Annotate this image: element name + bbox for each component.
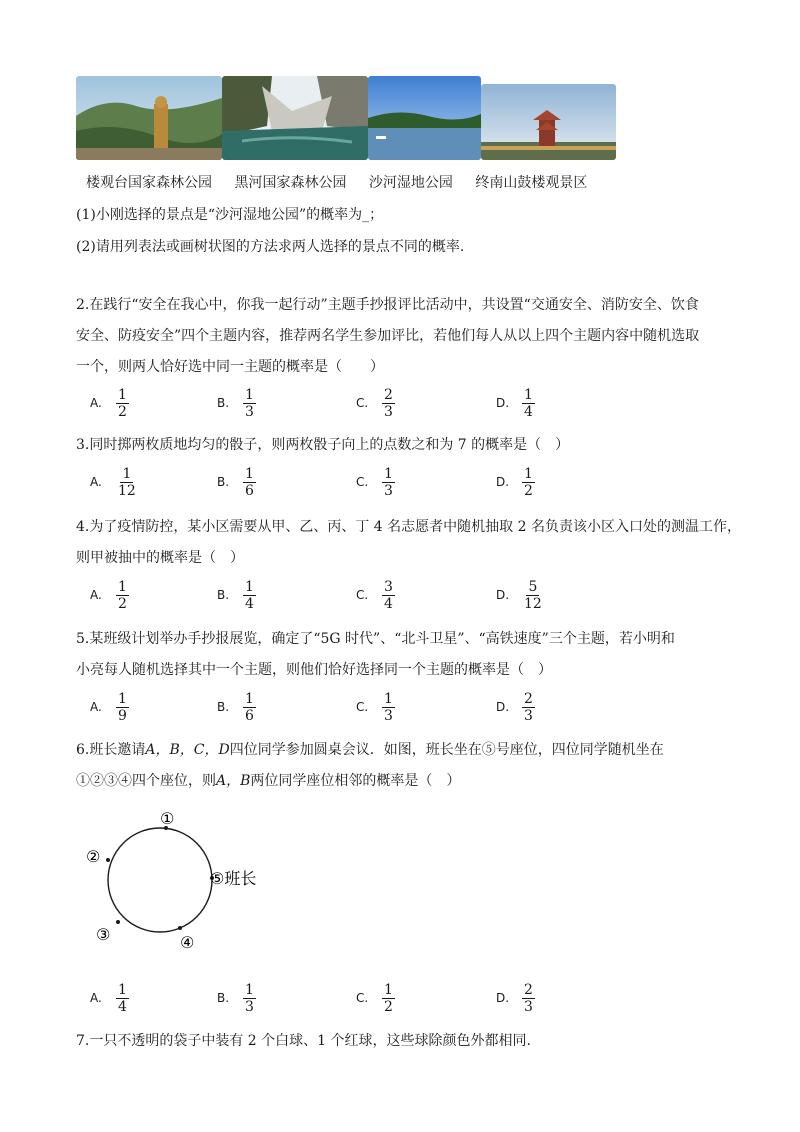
fraction: $\frac{1}{2}$ xyxy=(384,981,393,1015)
q3-line1: 3.同时掷两枚质地均匀的骰子，则两枚骰子向上的点数之和为 7 的概率是（ ） xyxy=(76,437,570,453)
fraction: $\frac{1}{12}$ xyxy=(118,465,136,499)
q6-option-d[interactable]: D. $\frac{2}{3}$ xyxy=(496,981,533,1015)
q4-option-d[interactable]: D. $\frac{5}{12}$ xyxy=(496,578,542,612)
photo-shahe xyxy=(368,76,481,160)
fraction: $\frac{1}{3}$ xyxy=(245,386,254,420)
fraction: $\frac{5}{12}$ xyxy=(524,578,542,612)
round-table-diagram xyxy=(80,808,280,958)
fraction: $\frac{1}{2}$ xyxy=(118,578,127,612)
q4-option-c[interactable]: C. $\frac{3}{4}$ xyxy=(356,578,393,612)
fraction: $\frac{1}{4}$ xyxy=(245,578,254,612)
q4-line2: 则甲被抽中的概率是（ ） xyxy=(76,550,244,566)
photo-zhongnanshan xyxy=(481,84,616,160)
caption-heihe: 黑河国家森林公园 xyxy=(234,175,347,191)
q5-line1: 5.某班级计划举办手抄报展览，确定了“5G 时代”、“北斗卫星”、“高铁速度”三个主题，若小明和 xyxy=(76,631,675,647)
fraction: $\frac{1}{9}$ xyxy=(118,690,127,724)
q5-option-b[interactable]: B. $\frac{1}{6}$ xyxy=(217,690,254,724)
q2-line3: 一个，则两人恰好选中同一主题的概率是（ ） xyxy=(76,359,384,375)
q4-option-a[interactable]: A. $\frac{1}{2}$ xyxy=(90,578,127,612)
fraction: $\frac{1}{6}$ xyxy=(245,465,254,499)
seat-label-1: ① xyxy=(160,809,175,828)
fraction: $\frac{1}{3}$ xyxy=(384,465,393,499)
q2-line2: 安全、防疫安全”四个主题内容，推荐两名学生参加评比，若他们每人从以上四个主题内容中随机选取 xyxy=(76,328,700,344)
fraction: $\frac{1}{3}$ xyxy=(245,981,254,1015)
round-table xyxy=(108,828,212,932)
q6-options xyxy=(90,978,650,1018)
q5-option-c[interactable]: C. $\frac{1}{3}$ xyxy=(356,690,393,724)
fraction: $\frac{1}{6}$ xyxy=(245,690,254,724)
fraction: $\frac{1}{4}$ xyxy=(118,981,127,1015)
q7-line1: 7.一只不透明的袋子中装有 2 个白球、1 个红球，这些球除颜色外都相同. xyxy=(76,1033,531,1049)
q1-sub2: (2)请用列表法或画树状图的方法求两人选择的景点不同的概率. xyxy=(76,239,465,255)
q4-options xyxy=(90,575,650,615)
q2-option-c[interactable]: C. $\frac{2}{3}$ xyxy=(356,386,393,420)
photo-heihe xyxy=(222,76,368,160)
fraction: $\frac{1}{4}$ xyxy=(524,386,533,420)
seat-dot-3 xyxy=(116,920,120,924)
q5-line2: 小亮每人随机选择其中一个主题，则他们恰好选择同一个主题的概率是（ ） xyxy=(76,662,552,678)
fraction: $\frac{2}{3}$ xyxy=(524,981,533,1015)
photo-captions xyxy=(86,172,605,192)
q2-option-b[interactable]: B. $\frac{1}{3}$ xyxy=(217,386,254,420)
q6-line1: 6.班长邀请A，B，C，D四位同学参加圆桌会议．如图，班长坐在⑤号座位，四位同学随机坐在 xyxy=(76,742,664,758)
photo-louguantai xyxy=(76,76,222,160)
q2-options xyxy=(90,383,650,423)
q3-option-d[interactable]: D. $\frac{1}{2}$ xyxy=(496,465,533,499)
seat-label-3: ③ xyxy=(96,925,111,944)
q6-option-a[interactable]: A. $\frac{1}{4}$ xyxy=(90,981,127,1015)
q5-options xyxy=(90,687,650,727)
q2-option-a[interactable]: A. $\frac{1}{2}$ xyxy=(90,386,127,420)
caption-shahe: 沙河湿地公园 xyxy=(368,175,453,191)
q1-sub1: (1)小刚选择的景点是“沙河湿地公园”的概率为_； xyxy=(76,207,384,223)
fraction: $\frac{1}{2}$ xyxy=(524,465,533,499)
q3-option-a[interactable]: A. $\frac{1}{12}$ xyxy=(90,465,136,499)
caption-zhongnanshan: 终南山鼓楼观景区 xyxy=(475,175,588,191)
seat-dot-4 xyxy=(178,926,182,930)
seat-label-4: ④ xyxy=(180,933,195,952)
q4-option-b[interactable]: B. $\frac{1}{4}$ xyxy=(217,578,254,612)
q2-option-d[interactable]: D. $\frac{1}{4}$ xyxy=(496,386,533,420)
q6-line2: ①②③④四个座位，则A，B两位同学座位相邻的概率是（ ） xyxy=(76,773,461,789)
q6-option-c[interactable]: C. $\frac{1}{2}$ xyxy=(356,981,393,1015)
q3-option-c[interactable]: C. $\frac{1}{3}$ xyxy=(356,465,393,499)
q5-option-a[interactable]: A. $\frac{1}{9}$ xyxy=(90,690,127,724)
q2-line1: 2.在践行“安全在我心中，你我一起行动”主题手抄报评比活动中，共设置“交通安全、消防安全、饮食 xyxy=(76,297,699,313)
seat-label-5: ⑤班长 xyxy=(210,869,257,888)
q3-options xyxy=(90,462,650,502)
q6-option-b[interactable]: B. $\frac{1}{3}$ xyxy=(217,981,254,1015)
q5-option-d[interactable]: D. $\frac{2}{3}$ xyxy=(496,690,533,724)
fraction: $\frac{2}{3}$ xyxy=(524,690,533,724)
fraction: $\frac{1}{2}$ xyxy=(118,386,127,420)
fraction: $\frac{2}{3}$ xyxy=(384,386,393,420)
caption-louguantai: 楼观台国家森林公园 xyxy=(86,175,212,191)
fraction: $\frac{3}{4}$ xyxy=(384,578,393,612)
fraction: $\frac{1}{3}$ xyxy=(384,690,393,724)
q3-option-b[interactable]: B. $\frac{1}{6}$ xyxy=(217,465,254,499)
q4-line1: 4.为了疫情防控，某小区需要从甲、乙、丙、丁 4 名志愿者中随机抽取 2 名负责该小区入口处的测温工作， xyxy=(76,519,741,535)
seat-dot-2 xyxy=(106,858,110,862)
seat-label-2: ② xyxy=(86,847,101,866)
